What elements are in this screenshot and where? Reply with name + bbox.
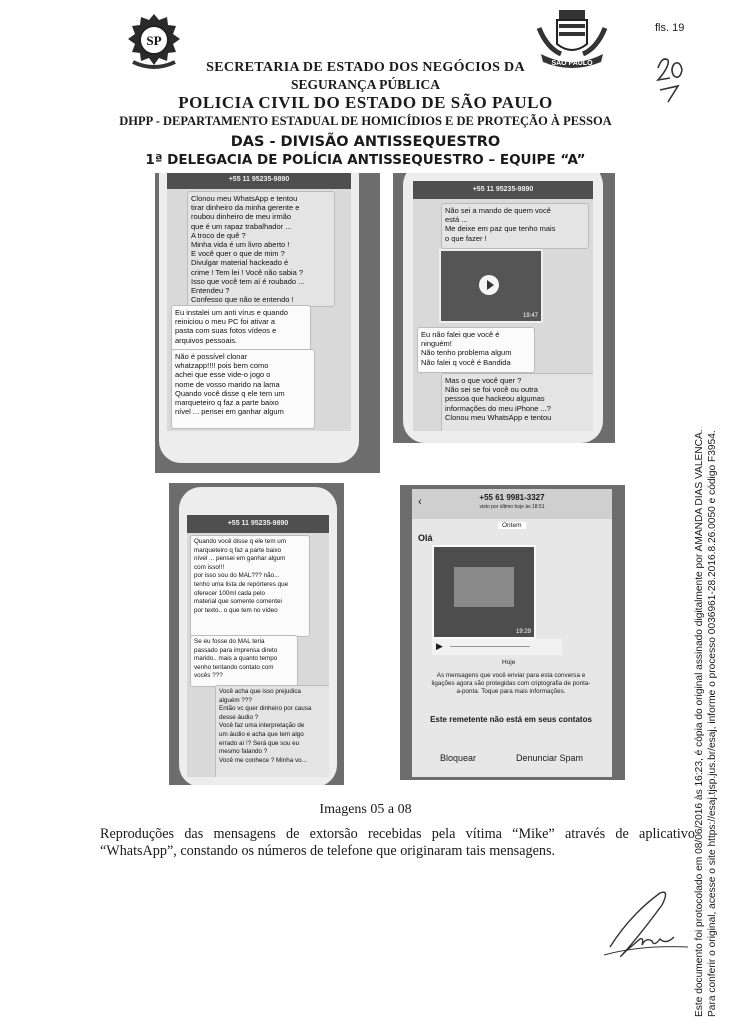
contact-number: +55 11 95235-9890 (167, 173, 351, 189)
header-seguranca: SEGURANÇA PÚBLICA (291, 77, 440, 92)
video-message[interactable] (432, 545, 536, 639)
message-bubble: Eu não falei que você é ninguém! Não tenho problema algum Não falei q você é Bandida (417, 327, 535, 373)
side-line-2: Para conferir o original, acesse o site https://esaj.tjsp.jus.br/esaj, informe o processo 0036961-28.2016.8.26.0050 e código F3954. (707, 430, 718, 1017)
date-chip-today: Hoje (502, 659, 516, 666)
digital-signature-notice (693, 77, 719, 1017)
page-number: fls. 19 (655, 22, 685, 34)
message-bubble: Você acha que isso prejudica alguém ??? Então vc quer dinheiro por causa desse áudio ? Você faz uma interpretação de um áudio e acha que tem algo errado aí !? Será que sou eu mesmo falando ? Você me conhece ? Minha vo... (215, 685, 329, 777)
message-bubble: Quando você disse q ele tem um marqueteiro q faz a parte baixo nível ... pensei em ganhar algum com isso!!! por isso sou do MAL??? não... tenho uma lista de repórteres que oferecer 100ml cada pelo material que somente comentei por texto.. o que tem no vídeo (190, 535, 310, 637)
header-delegacia: 1ª DELEGACIA DE POLÍCIA ANTISSEQUESTRO – EQUIPE “A” (145, 152, 586, 168)
block-button[interactable]: Bloquear (440, 753, 477, 763)
header-dhpp: DHPP - DEPARTAMENTO ESTADUAL DE HOMICÍDIOS E DE PROTEÇÃO À PESSOA (119, 114, 612, 128)
phone-body (403, 173, 603, 443)
chat-header (412, 489, 612, 519)
video-message[interactable] (439, 249, 543, 323)
phone-body (179, 487, 337, 785)
last-seen-status: visto por último hoje às 18:51 (479, 504, 545, 510)
contact-number: +55 11 95235-9890 (187, 515, 329, 533)
phone-screen (413, 181, 593, 431)
phone-body (159, 173, 359, 463)
video-time: 19:47 (522, 313, 538, 319)
message-bubble: Não é possível clonar whatzapp!!!! pois bem como achei que esse vide-o jogo o nome de vosso marido na lama Quando você disse q ele tem um marqueteiro q faz a parte baixo nível ... pensei em ganhar algum (171, 349, 315, 429)
video-thumbnail (454, 567, 514, 607)
contact-number: +55 11 95235-9890 (413, 181, 593, 199)
handwritten-signature (600, 885, 690, 970)
body-paragraph: Reproduções das mensagens de extorsão recebidas pela vítima “Mike” através de aplicativo “WhatsApp”, constando os números de telefone que originaram tais mensagens. (100, 826, 695, 859)
svg-text:SP: SP (146, 33, 162, 48)
message-bubble: Se eu fosse do MAL teria passado para imprensa direto marido.. mais a quanto tempo venho tentando contato com vocês ??? (190, 635, 298, 687)
figure-caption: Imagens 05 a 08 (319, 802, 412, 817)
audio-progress-track[interactable] (450, 646, 530, 647)
whatsapp-screenshot-2 (393, 173, 615, 443)
whatsapp-screenshot-4 (400, 485, 625, 780)
phone-screen (187, 515, 329, 777)
header-das: DAS - DIVISÃO ANTISSEQUESTRO (230, 134, 501, 150)
message-bubble: Mas o que você quer ? Não sei se foi você ou outra pessoa que hackeou algumas informações do meu iPhone ...? Clonou meu WhatsApp e tentou (441, 373, 593, 431)
report-spam-button[interactable]: Denunciar Spam (516, 753, 584, 763)
play-icon[interactable] (479, 275, 499, 295)
message-bubble: Clonou meu WhatsApp e tentou tirar dinheiro da minha gerente e roubou dinheiro de meu irmão que é um rapaz trabalhador ... A troco de quê ? Minha vida é um livro aberto ! E você quer o que de mim ? Divulgar material hackeado é crime ! Tem lei ! Você não sabia ? Isso que você tem aí é roubado ... Entendeu ? Confesso que não te entendo ! (187, 191, 335, 307)
encryption-notice[interactable]: As mensagens que você enviar para esta conversa e ligações agora são protegidas com criptografia de ponta-a-ponta. Toque para mais informações. (431, 672, 591, 695)
play-icon[interactable]: ▶ (436, 641, 443, 651)
svg-text:SÃO PAULO: SÃO PAULO (551, 60, 593, 67)
greeting-message: Olá (418, 533, 433, 543)
contact-number: +55 61 9981-3327 (479, 493, 545, 502)
date-chip-yesterday: Ontem (498, 522, 526, 529)
video-time: 19:29 (515, 629, 531, 635)
side-line-1: Este documento foi protocolado em 08/06/2016 às 16:23, é cópia do original assinado digitalmente por AMANDA DIAS VALENCA. (694, 429, 705, 1017)
header-secretaria: SECRETARIA DE ESTADO DOS NEGÓCIOS DA (206, 60, 525, 75)
header-policia-civil: POLICIA CIVIL DO ESTADO DE SÃO PAULO (178, 93, 553, 112)
whatsapp-screenshot-1 (155, 173, 380, 473)
message-bubble: Não sei a mando de quem você está ... Me deixe em paz que tenho mais o que fazer ! (441, 203, 589, 249)
whatsapp-screenshot-3 (169, 483, 344, 785)
not-in-contacts-notice: Este remetente não está em seus contatos (430, 715, 592, 724)
message-bubble: Eu instalei um anti vírus e quando reiniciou o meu PC foi ativar a pasta com suas fotos vídeos e arquivos pessoais. (171, 305, 311, 351)
phone-screen (167, 173, 351, 431)
back-chevron-icon[interactable]: ‹ (418, 496, 422, 508)
phone-screen (412, 489, 612, 777)
audio-message[interactable] (432, 639, 562, 655)
